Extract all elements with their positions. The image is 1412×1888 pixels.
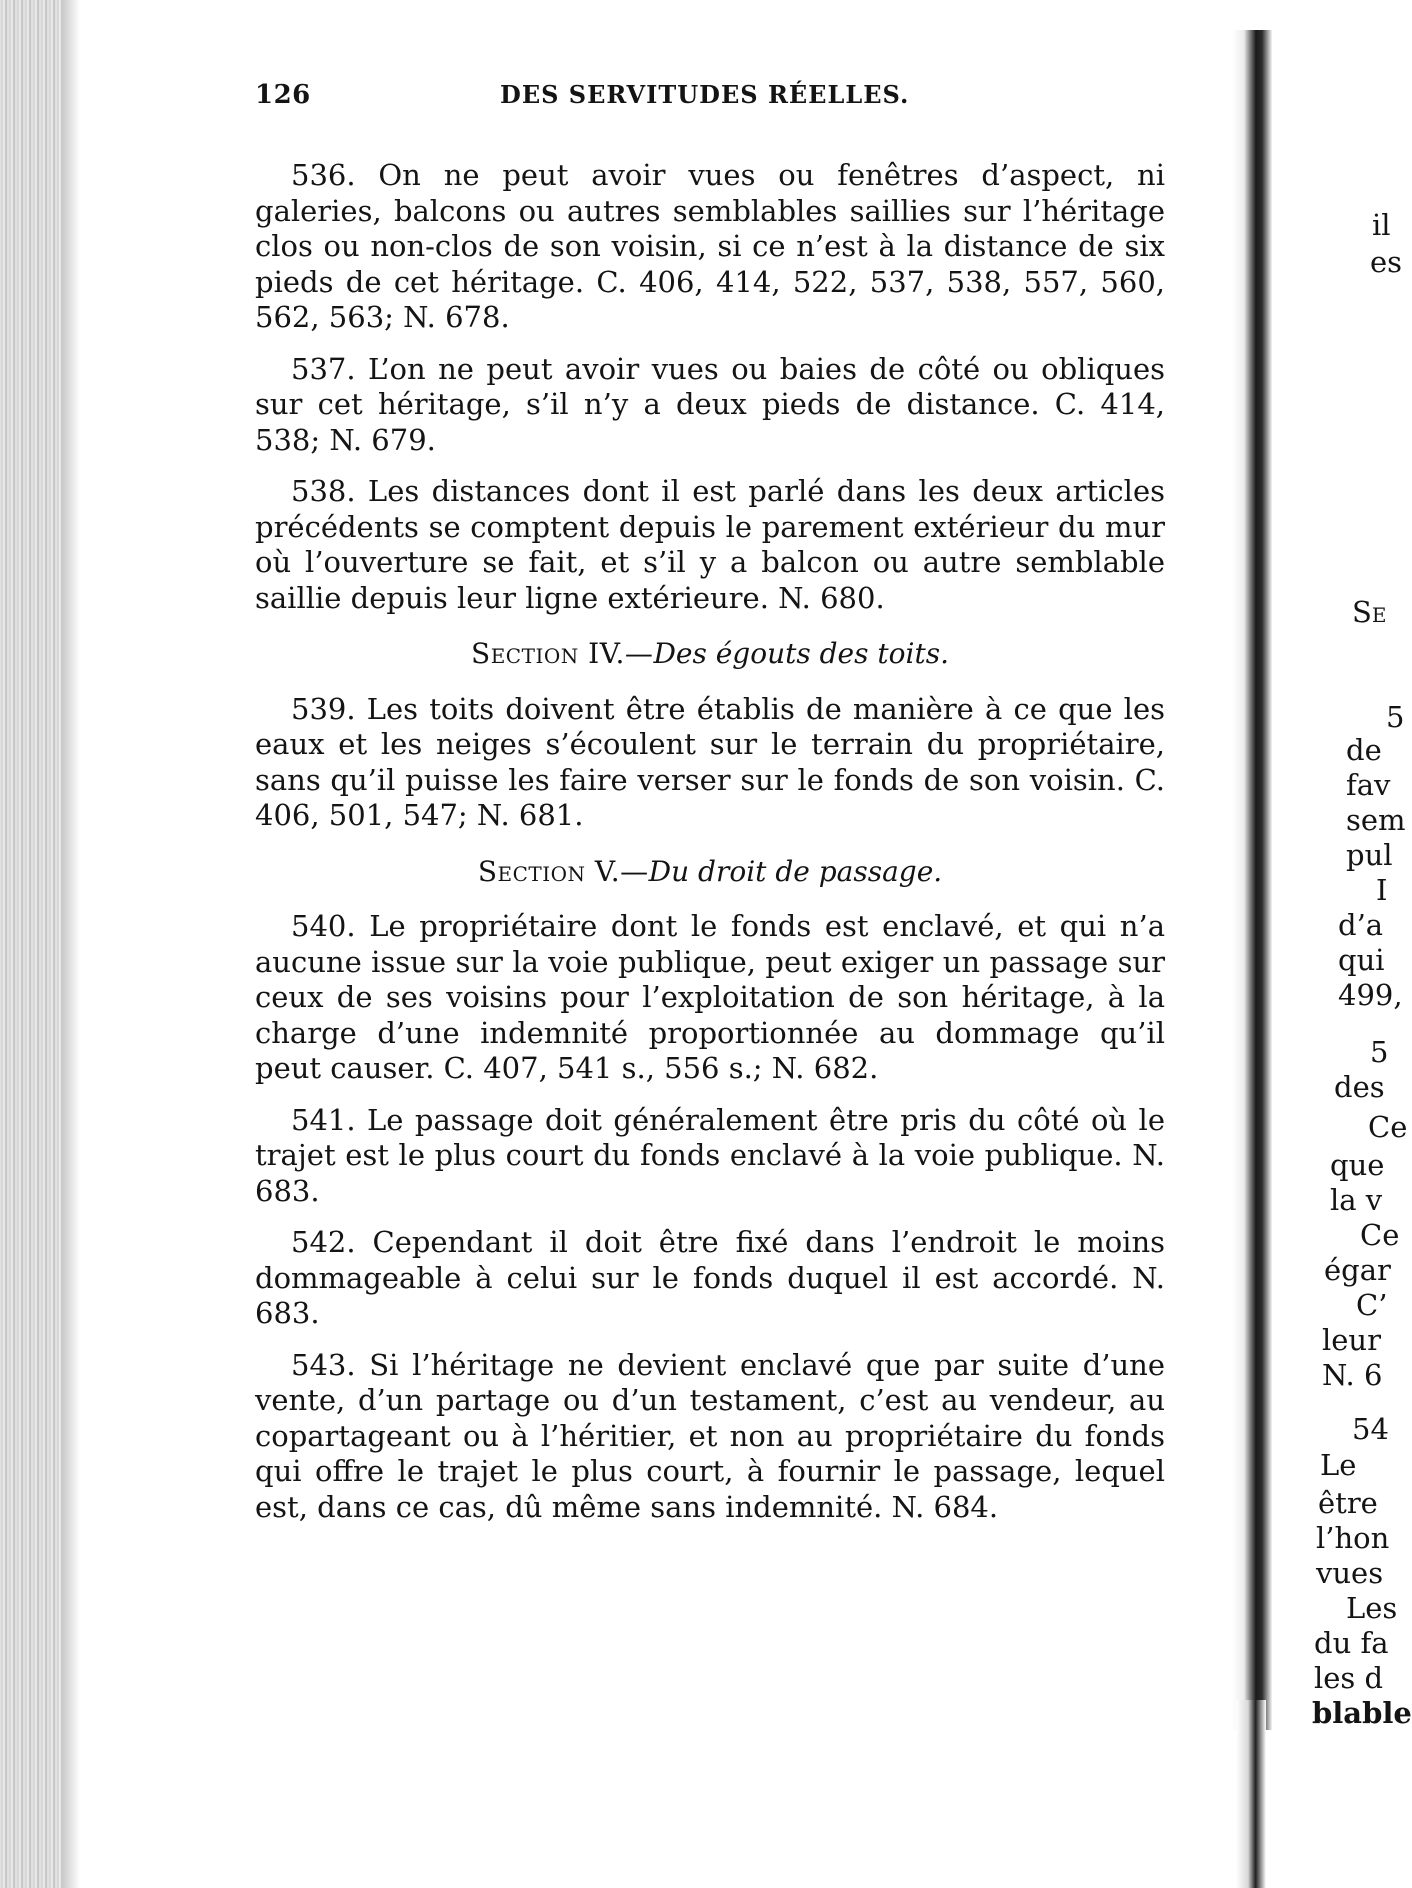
facing-line: leur xyxy=(1322,1323,1381,1357)
article-537: 537. L’on ne peut avoir vues ou baies de côté ou obliques sur cet héritage, s’il n’y a deux pieds de distance. C. 414, 538; N. 679. xyxy=(255,351,1165,457)
facing-line: qui xyxy=(1338,943,1385,977)
section-iv-heading xyxy=(255,636,1165,672)
facing-line: des xyxy=(1334,1070,1385,1104)
book-edge xyxy=(0,0,62,1888)
facing-line: 54 xyxy=(1352,1412,1389,1446)
book-gutter xyxy=(1232,30,1272,1730)
facing-line: égar xyxy=(1324,1253,1391,1287)
book-edge-shadow xyxy=(62,0,80,1888)
facing-line: 499, xyxy=(1338,978,1403,1012)
facing-line: vues xyxy=(1316,1556,1384,1590)
facing-line: N. 6 xyxy=(1322,1358,1383,1392)
running-title: DES SERVITUDES RÉELLES. xyxy=(500,80,910,109)
facing-line: I xyxy=(1376,873,1388,907)
facing-line: es xyxy=(1370,245,1403,279)
section-v-heading xyxy=(255,854,1165,890)
facing-line: Les xyxy=(1346,1591,1398,1625)
page-header xyxy=(255,80,1165,120)
section-v-title: Du droit de passage. xyxy=(648,854,943,888)
article-542: 542. Cependant il doit être fixé dans l’endroit le moins dommageable à celui sur le fonds duquel il est accordé. N. 683. xyxy=(255,1225,1165,1330)
facing-line: Ce xyxy=(1368,1110,1408,1144)
article-541: 541. Le passage doit généralement être pris du côté où le trajet est le plus court du fonds enclavé à la voie publique. N. 683. xyxy=(255,1102,1165,1208)
facing-line: l’hon xyxy=(1316,1521,1390,1555)
facing-line: sem xyxy=(1346,803,1406,837)
facing-line: blable xyxy=(1312,1696,1412,1730)
facing-line: la v xyxy=(1330,1183,1383,1217)
facing-line: de xyxy=(1346,733,1382,767)
book-gutter-lower xyxy=(1236,1700,1266,1888)
article-543: 543. Si l’héritage ne devient enclavé que par suite d’une vente, d’un partage ou d’un testament, c’est au vendeur, au copartageant ou à l’héritier, et non au propriétaire du fonds qui offre le trajet le plus court, à fournir le passage, lequel est, dans ce cas, dû même sans indemnité. N. 684. xyxy=(255,1347,1165,1524)
facing-line: les d xyxy=(1314,1661,1384,1695)
facing-line: Ce xyxy=(1360,1218,1400,1252)
facing-line: Se xyxy=(1352,595,1387,629)
section-iv-label: Section IV.— xyxy=(471,637,654,670)
facing-line: d’a xyxy=(1338,908,1384,942)
facing-line: du fa xyxy=(1314,1626,1389,1660)
facing-line: C’ xyxy=(1356,1288,1388,1322)
facing-line: être xyxy=(1318,1486,1378,1520)
page-body xyxy=(255,158,1165,1541)
section-iv-title: Des égouts des toits. xyxy=(653,637,949,670)
article-540: 540. Le propriétaire dont le fonds est enclavé, et qui n’a aucune issue sur la voie publique, peut exiger un passage sur ceux de ses voisins pour l’exploitation de son héritage, à la charge d’une indemnité proportionnée au dommage qu’il peut causer. C. 407, 541 s., 556 s.; N. 682. xyxy=(255,909,1165,1085)
facing-line: il xyxy=(1372,208,1391,242)
facing-line: pul xyxy=(1346,838,1393,872)
facing-line: Le xyxy=(1320,1448,1357,1482)
article-536: 536. On ne peut avoir vues ou fenêtres d’aspect, ni galeries, balcons ou autres semblables saillies sur l’héritage clos ou non-clos de son voisin, si ce n’est à la distance de six pieds de cet héritage. C. 406, 414, 522, 537, 538, 557, 560, 562, 563; N. 678. xyxy=(255,158,1165,334)
page-number: 126 xyxy=(255,80,311,110)
facing-line: 5 xyxy=(1370,1035,1389,1069)
facing-line: fav xyxy=(1346,768,1391,802)
article-538: 538. Les distances dont il est parlé dans les deux articles précédents se comptent depuis le parement extérieur du mur où l’ouverture se fait, et s’il y a balcon ou autre semblable saillie depuis leur ligne extérieure. N. 680. xyxy=(255,474,1165,615)
facing-line: 5 xyxy=(1386,700,1405,734)
article-539: 539. Les toits doivent être établis de manière à ce que les eaux et les neiges s’écoulent sur le terrain du propriétaire, sans qu’il puisse les faire verser sur le fonds de son voisin. C. 406, 501, 547; N. 681. xyxy=(255,691,1165,832)
facing-line: que xyxy=(1330,1148,1385,1182)
section-v-label: Section V.— xyxy=(477,854,649,888)
